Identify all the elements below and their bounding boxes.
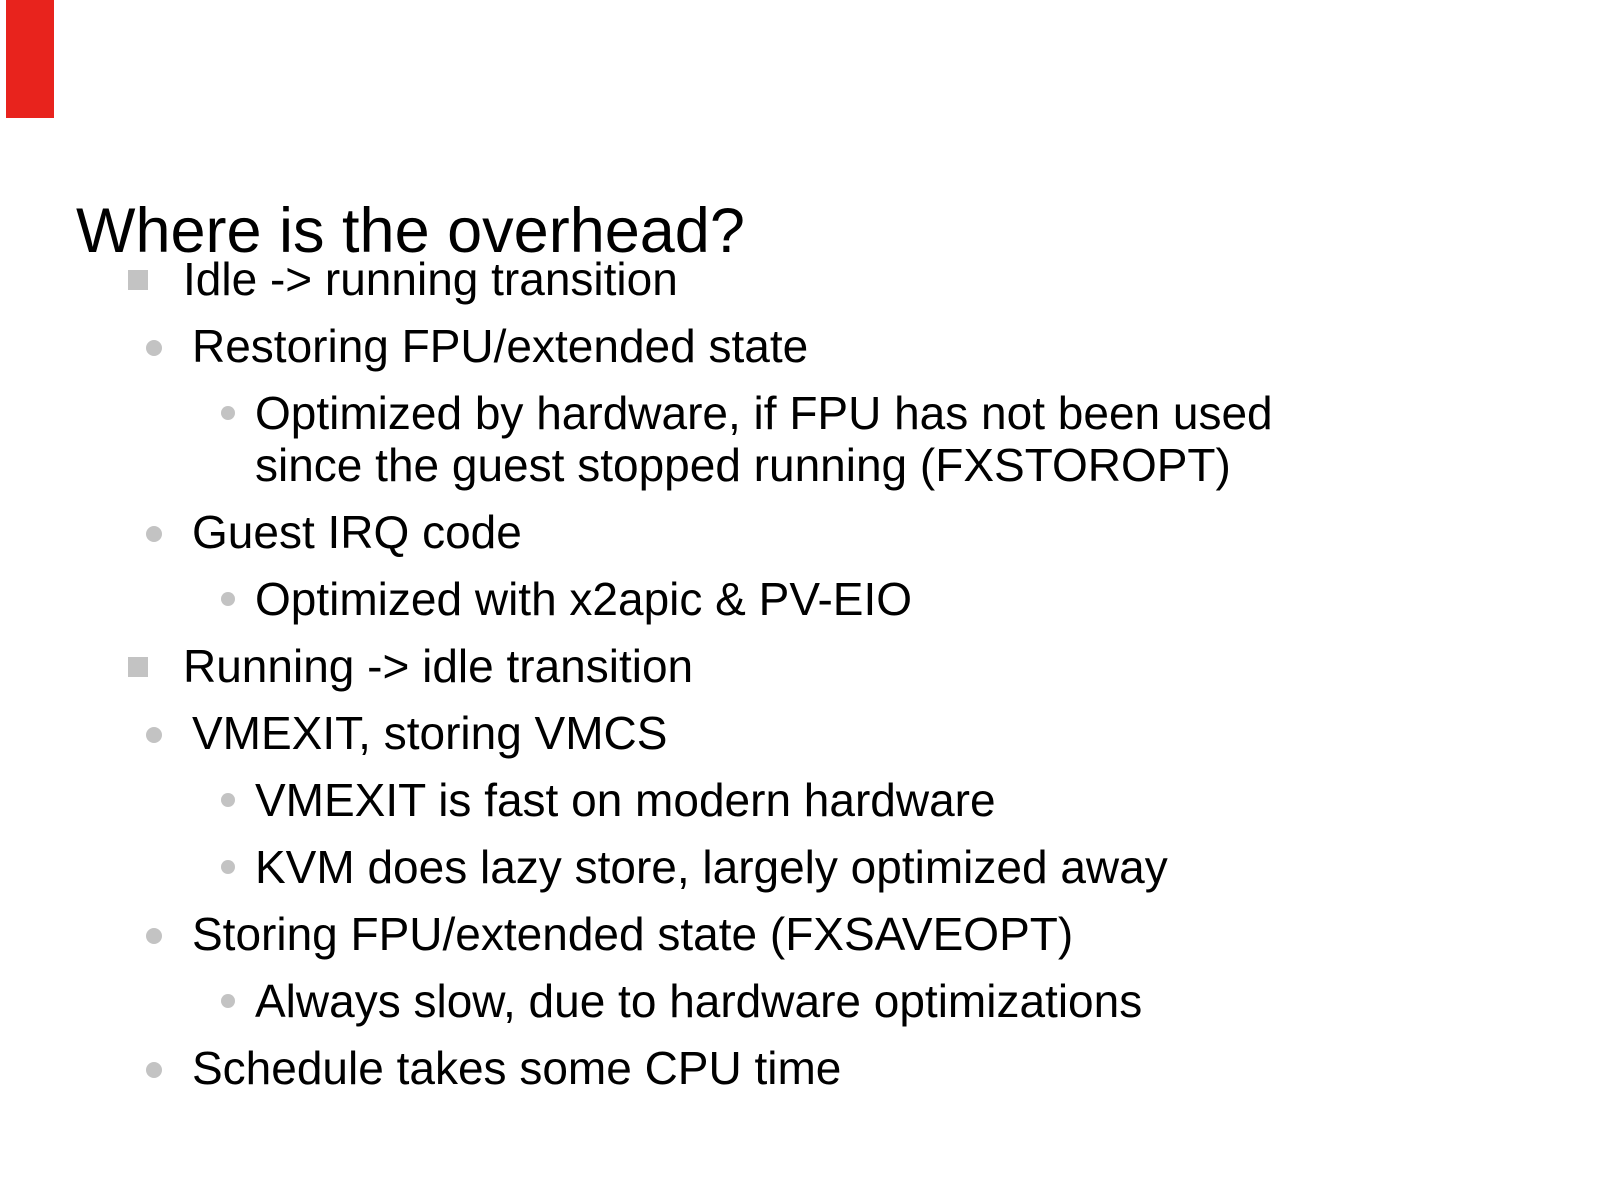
outline-item-text: Always slow, due to hardware optimizations xyxy=(255,975,1143,1027)
outline-item-text: Restoring FPU/extended state xyxy=(192,320,809,372)
outline-item-text: KVM does lazy store, largely optimized away xyxy=(255,841,1168,893)
outline-item-text: Storing FPU/extended state (FXSAVEOPT) xyxy=(192,908,1074,960)
slide-title: Where is the overhead? xyxy=(76,196,745,267)
circle-bullet-icon xyxy=(221,793,235,807)
circle-bullet-icon xyxy=(146,1062,162,1078)
outline-item-text-line1: Optimized by hardware, if FPU has not been used xyxy=(255,387,1273,439)
circle-bullet-icon xyxy=(146,727,162,743)
outline-item-text: Guest IRQ code xyxy=(192,506,522,558)
outline-item-text: Schedule takes some CPU time xyxy=(192,1042,842,1094)
circle-bullet-icon xyxy=(221,592,235,606)
outline-item xyxy=(0,253,1470,305)
outline-item xyxy=(0,320,1470,372)
red-marker-decoration xyxy=(6,0,54,118)
outline-item xyxy=(0,975,1470,1027)
outline-item-text: VMEXIT, storing VMCS xyxy=(192,707,668,759)
outline-item xyxy=(0,573,1470,625)
outline-item xyxy=(0,707,1470,759)
outline-item xyxy=(0,640,1470,692)
outline-item-text-line2: since the guest stopped running (FXSTOROPT) xyxy=(255,439,1231,491)
circle-bullet-icon xyxy=(221,406,235,420)
outline-item xyxy=(0,387,1470,491)
outline-item xyxy=(0,774,1470,826)
square-bullet-icon xyxy=(128,270,148,290)
circle-bullet-icon xyxy=(146,340,162,356)
circle-bullet-icon xyxy=(146,526,162,542)
outline-item xyxy=(0,908,1470,960)
circle-bullet-icon xyxy=(146,928,162,944)
outline-item xyxy=(0,506,1470,558)
outline-item-text: Optimized with x2apic & PV-EIO xyxy=(255,573,913,625)
outline-item xyxy=(0,841,1470,893)
outline-item-text: Idle -> running transition xyxy=(183,253,678,305)
square-bullet-icon xyxy=(128,657,148,677)
circle-bullet-icon xyxy=(221,994,235,1008)
outline-item-text: VMEXIT is fast on modern hardware xyxy=(255,774,996,826)
circle-bullet-icon xyxy=(221,860,235,874)
outline-item xyxy=(0,1042,1470,1094)
outline-item-text: Running -> idle transition xyxy=(183,640,694,692)
